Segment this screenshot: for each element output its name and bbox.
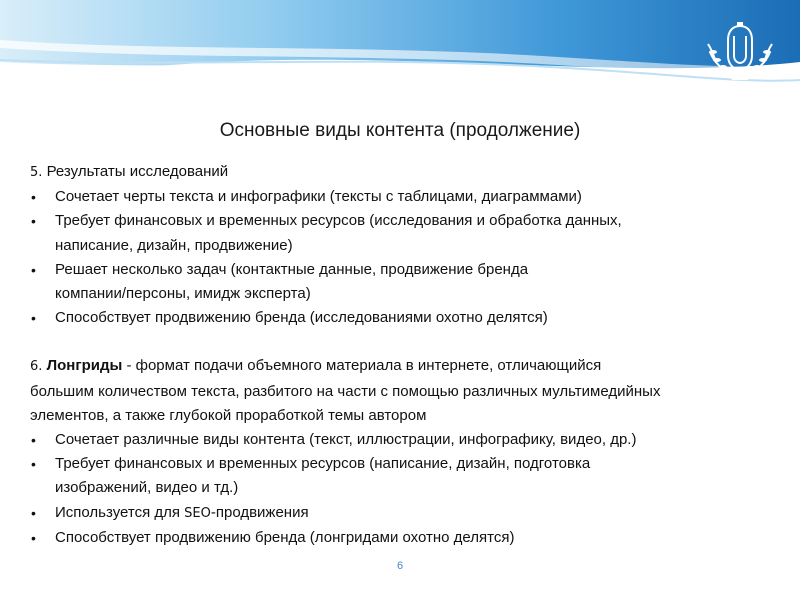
list-item-text: Требует финансовых и временных ресурсов (исследования и обработка данных,	[55, 212, 622, 230]
list-item	[30, 306, 775, 330]
seo-abbr: SEO	[184, 505, 211, 521]
list-item-text: Сочетает различные виды контента (текст, иллюстрации, инфографику, видео, др.)	[55, 431, 637, 449]
section-intro-text: элементов, а также глубокой проработкой темы автором	[30, 406, 427, 424]
page-number: 6	[396, 560, 404, 572]
section-title: Результаты исследований	[46, 163, 229, 180]
bullet-icon: •	[31, 310, 36, 327]
list-item	[30, 501, 775, 526]
bullet-icon: •	[31, 456, 36, 473]
list-item	[30, 452, 775, 500]
section-6-intro	[30, 354, 775, 428]
slide-title: Основные виды контента (продолжение)	[219, 120, 581, 141]
bullet-icon: •	[31, 189, 36, 206]
list-item-text: Решает несколько задач (контактные данные, продвижение бренда	[55, 260, 529, 278]
bullet-icon: •	[31, 261, 36, 278]
list-item-text: Способствует продвижению бренда (лонгридами охотно делятся)	[55, 528, 515, 546]
bullet-icon: •	[31, 213, 36, 230]
section-5-list	[30, 185, 775, 330]
bullet-icon: •	[31, 432, 36, 449]
header-wave-band	[0, 0, 800, 105]
section-title: Лонгриды	[46, 357, 123, 375]
list-item-text-continued: компании/персоны, имидж эксперта)	[55, 285, 311, 303]
slide-content	[30, 160, 775, 550]
section-6-list	[30, 428, 775, 550]
list-item-text: Сочетает черты текста и инфографики (тексты с таблицами, диаграммами)	[55, 188, 582, 206]
university-crest-icon	[704, 22, 776, 84]
list-item	[30, 209, 775, 257]
bullet-icon: •	[31, 529, 36, 546]
list-item-text-continued: изображений, видео и тд.)	[55, 479, 239, 497]
list-item	[30, 185, 775, 209]
section-5-heading	[30, 160, 775, 185]
list-item-text: Требует финансовых и временных ресурсов (написание, дизайн, подготовка	[55, 455, 591, 473]
list-item-text: Способствует продвижению бренда (исследованиями охотно делятся)	[55, 309, 548, 327]
bullet-icon: •	[31, 504, 36, 521]
section-number: 5.	[30, 165, 43, 180]
section-intro-text: - формат подачи объемного материала в интернете, отличающийся	[122, 357, 602, 375]
section-number: 6.	[30, 359, 43, 375]
section-intro-text: большим количеством текста, разбитого на части с помощью различных мультимедийных	[30, 382, 661, 400]
list-item-text-continued: написание, дизайн, продвижение)	[55, 236, 293, 254]
list-item	[30, 428, 775, 452]
list-item-text: Используется для	[55, 503, 185, 521]
list-item	[30, 526, 775, 550]
list-item-text: -продвижения	[210, 503, 309, 521]
list-item	[30, 258, 775, 306]
section-spacer	[30, 330, 775, 354]
